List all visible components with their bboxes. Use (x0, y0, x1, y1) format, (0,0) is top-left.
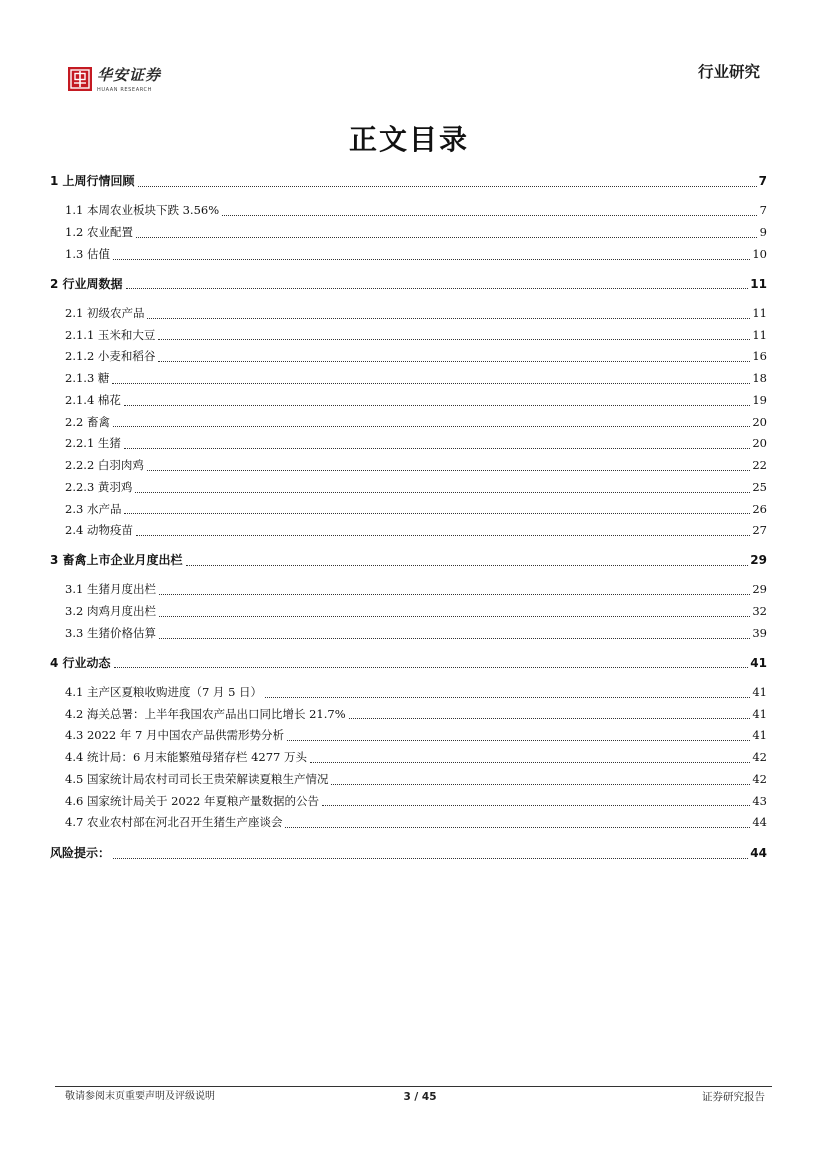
toc-entry-label: 2 行业周数据 (50, 276, 123, 291)
toc-entry-page-number: 26 (752, 501, 767, 516)
report-type: 证券研究报告 (702, 1091, 765, 1103)
toc-subsection-entry[interactable] (50, 325, 767, 347)
toc-entry-page-number: 18 (752, 371, 767, 385)
toc-subsection-entry[interactable] (50, 477, 767, 499)
toc-subsection-entry[interactable] (50, 455, 767, 477)
dot-leader (135, 492, 750, 493)
toc-entry-label: 2.4 动物疫苗 (65, 523, 133, 538)
toc-entry-label: 3 畜禽上市企业月度出栏 (50, 553, 183, 567)
toc-entry-page-number: 20 (752, 436, 767, 451)
toc-subsection-entry[interactable] (50, 812, 767, 834)
toc-section-heading[interactable] (50, 171, 767, 193)
dot-leader (136, 237, 757, 238)
dot-leader (113, 259, 750, 260)
toc-entry-label: 4.2 海关总署：上半年我国农产品出口同比增长 21.7% (65, 706, 346, 721)
toc-subsection-entry[interactable] (50, 623, 767, 645)
toc-entry-label: 1.1 本周农业板块下跌 3.56% (65, 203, 220, 218)
dot-leader (331, 784, 750, 785)
toc-entry-page-number: 43 (752, 793, 767, 808)
toc-subsection-entry[interactable] (50, 499, 767, 521)
toc-entry-page-number: 11 (752, 305, 767, 320)
toc-entry-page-number: 27 (752, 523, 767, 538)
dot-leader (159, 638, 750, 639)
toc-section-heading[interactable] (50, 550, 767, 572)
toc-entry-label: 4 行业动态 (50, 655, 111, 670)
toc-subsection-entry[interactable] (50, 579, 767, 601)
toc-entry-page-number: 16 (752, 349, 767, 364)
toc-entry-label: 风险提示： (50, 846, 111, 860)
toc-subsection-entry[interactable] (50, 368, 767, 390)
toc-entry-label: 2.2.2 白羽肉鸡 (65, 458, 144, 472)
dot-leader (112, 383, 750, 384)
toc-entry-page-number: 41 (752, 684, 767, 699)
toc-entry-page-number: 11 (752, 327, 767, 342)
toc-entry-label: 2.3 水产品 (65, 501, 122, 516)
dot-leader (113, 426, 750, 427)
toc-entry-label: 4.3 2022 年 7 月中国农产品供需形势分析 (65, 728, 284, 743)
toc-entry-label: 2.2.1 生猪 (65, 436, 121, 451)
toc-subsection-entry[interactable] (50, 433, 767, 455)
toc-entry-page-number: 32 (752, 604, 767, 618)
page-number: 3 / 45 (403, 1091, 437, 1103)
toc-entry-label: 1.3 估值 (65, 246, 110, 261)
toc-entry-label: 4.1 主产区夏粮收购进度（7 月 5 日） (65, 684, 263, 699)
toc-subsection-entry[interactable] (50, 704, 767, 726)
dot-leader (158, 361, 750, 362)
report-category: 行业研究 (697, 63, 760, 81)
toc-entry-page-number: 7 (758, 174, 767, 188)
footer-disclaimer: 敬请参阅末页重要声明及评级说明 (65, 1091, 215, 1102)
toc-entry-label: 2.2 畜禽 (65, 414, 110, 429)
dot-leader (287, 740, 750, 741)
toc-entry-page-number: 42 (752, 771, 767, 786)
toc-subsection-entry[interactable] (50, 791, 767, 813)
toc-entry-page-number: 42 (752, 750, 767, 764)
dot-leader (265, 697, 750, 698)
toc-entry-page-number: 10 (752, 246, 767, 261)
toc-entry-label: 3.3 生猪价格估算 (65, 625, 156, 640)
toc-entry-label: 4.7 农业农村部在河北召开生猪生产座谈会 (65, 815, 283, 830)
company-logo (68, 66, 172, 96)
toc-entry-page-number: 29 (750, 553, 767, 567)
toc-entry-page-number: 44 (750, 846, 767, 860)
logo-tagline: HUAAN RESEARCH (97, 87, 152, 93)
toc-subsection-entry[interactable] (50, 390, 767, 412)
toc-entry-page-number: 29 (752, 582, 767, 597)
toc-subsection-entry[interactable] (50, 303, 767, 325)
dot-leader (138, 186, 757, 187)
toc-subsection-entry[interactable] (50, 412, 767, 434)
toc-entry-label: 2.1.2 小麦和稻谷 (65, 349, 156, 364)
page-title: 正文目录 (348, 123, 469, 156)
dot-leader (124, 513, 750, 514)
toc-entry-label: 2.1.4 棉花 (65, 392, 121, 407)
toc-entry-page-number: 39 (752, 625, 767, 640)
toc-subsection-entry[interactable] (50, 346, 767, 368)
dot-leader (126, 288, 749, 289)
toc-subsection-entry[interactable] (50, 747, 767, 769)
toc-entry-label: 2.1.1 玉米和大豆 (65, 327, 156, 342)
toc-entry-page-number: 41 (752, 706, 767, 721)
dot-leader (310, 762, 750, 763)
toc-entry-page-number: 25 (752, 479, 767, 494)
toc (50, 171, 767, 872)
dot-leader (113, 858, 748, 859)
toc-entry-page-number: 19 (752, 392, 767, 407)
dot-leader (222, 215, 757, 216)
toc-entry-label: 3.2 肉鸡月度出栏 (65, 604, 156, 618)
dot-leader (349, 718, 751, 719)
toc-entry-label: 1.2 农业配置 (65, 225, 133, 239)
dot-leader (186, 565, 749, 566)
toc-subsection-entry[interactable] (50, 244, 767, 266)
footer-divider (55, 1086, 772, 1087)
dot-leader (147, 470, 750, 471)
toc-section-heading[interactable] (50, 843, 767, 865)
toc-entry-label: 3.1 生猪月度出栏 (65, 582, 156, 597)
toc-section-heading[interactable] (50, 274, 767, 296)
toc-subsection-entry[interactable] (50, 725, 767, 747)
toc-entry-label: 2.2.3 黄羽鸡 (65, 479, 133, 494)
toc-entry-label: 4.6 国家统计局关于 2022 年夏粮产量数据的公告 (65, 793, 320, 808)
toc-entry-label: 4.5 国家统计局农村司司长王贵荣解读夏粮生产情况 (65, 771, 329, 786)
toc-entry-page-number: 22 (752, 458, 767, 472)
toc-entry-page-number: 41 (752, 728, 767, 743)
toc-entry-label: 2.1 初级农产品 (65, 305, 145, 320)
toc-entry-label: 4.4 统计局：6 月末能繁殖母猪存栏 4277 万头 (65, 750, 307, 764)
dot-leader (158, 339, 750, 340)
toc-entry-page-number: 44 (752, 815, 767, 830)
toc-subsection-entry[interactable] (50, 682, 767, 704)
dot-leader (159, 594, 750, 595)
huaan-seal-icon (68, 67, 92, 91)
dot-leader (124, 448, 750, 449)
dot-leader (159, 616, 750, 617)
toc-entry-label: 2.1.3 糖 (65, 371, 110, 385)
toc-entry-page-number: 11 (750, 276, 767, 291)
toc-subsection-entry[interactable] (50, 222, 767, 244)
toc-entry-label: 1 上周行情回顾 (50, 174, 135, 188)
toc-entry-page-number: 20 (752, 414, 767, 429)
toc-entry-page-number: 41 (750, 655, 767, 670)
toc-subsection-entry[interactable] (50, 769, 767, 791)
toc-entry-page-number: 9 (759, 225, 767, 239)
dot-leader (114, 667, 749, 668)
dot-leader (136, 535, 750, 536)
logo-name: 华安证券 (97, 66, 162, 84)
toc-subsection-entry[interactable] (50, 200, 767, 222)
toc-section-heading[interactable] (50, 653, 767, 675)
dot-leader (322, 805, 750, 806)
dot-leader (147, 318, 750, 319)
toc-subsection-entry[interactable] (50, 520, 767, 542)
dot-leader (285, 827, 750, 828)
dot-leader (124, 405, 750, 406)
toc-entry-page-number: 7 (759, 203, 767, 218)
toc-subsection-entry[interactable] (50, 601, 767, 623)
